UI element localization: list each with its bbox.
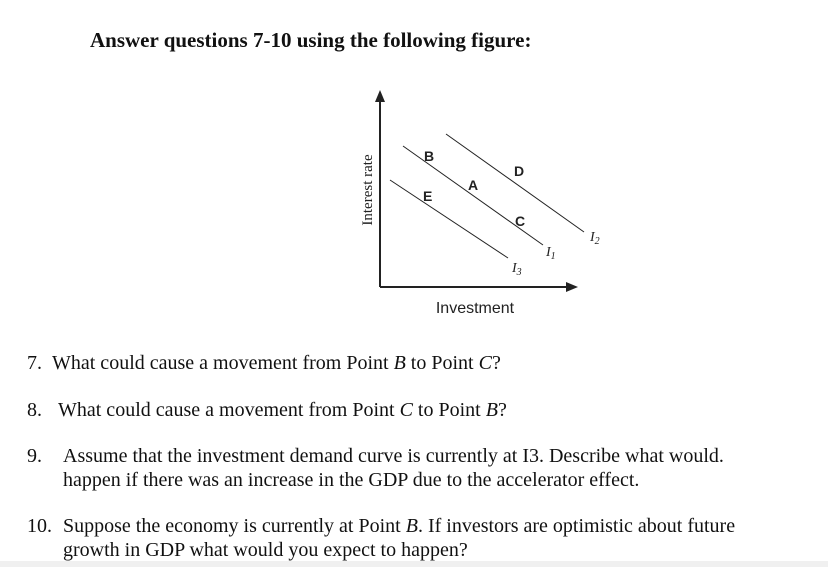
question-number: 9. [27,445,42,467]
curve-i3 [390,180,508,258]
y-axis-arrow [375,90,385,102]
point-c-label: C [515,213,526,229]
point-a-label: A [468,177,479,193]
question-text: What could cause a movement from Point C to Point B? [58,399,507,421]
question-text-line-1: Suppose the economy is currently at Point B. If investors are optimistic about future [63,515,736,537]
x-axis-label: Investment [435,300,515,317]
point-d-label: D [514,163,525,179]
question-text: What could cause a movement from Point B to Point C? [52,352,501,374]
point-e-label: E [423,188,433,204]
curve-i3-label: $I_3$ [512,261,522,278]
page-heading: Answer questions 7-10 using the following figure: [90,28,532,52]
y-axis-label: Interest rate [360,154,376,226]
question-8 [27,398,807,422]
curve-i2-label: $I_2$ [590,230,600,247]
point-b-label: B [424,148,435,164]
question-text-line-1: Assume that the investment demand curve is currently at I3. Describe what would. [63,445,724,467]
question-text-line-2: happen if there was an increase in the GDP due to the accelerator effect. [63,469,640,491]
question-text-line-2: growth in GDP what would you expect to happen? [63,539,468,561]
question-number: 7. [27,352,42,374]
question-7 [27,351,807,375]
question-number: 8. [27,399,42,421]
page-bottom-edge [0,561,828,567]
curve-i1-label: $I_1$ [546,245,556,262]
x-axis-arrow [566,282,578,292]
question-9 [27,444,817,492]
question-number: 10. [27,515,52,537]
question-10 [27,514,822,562]
